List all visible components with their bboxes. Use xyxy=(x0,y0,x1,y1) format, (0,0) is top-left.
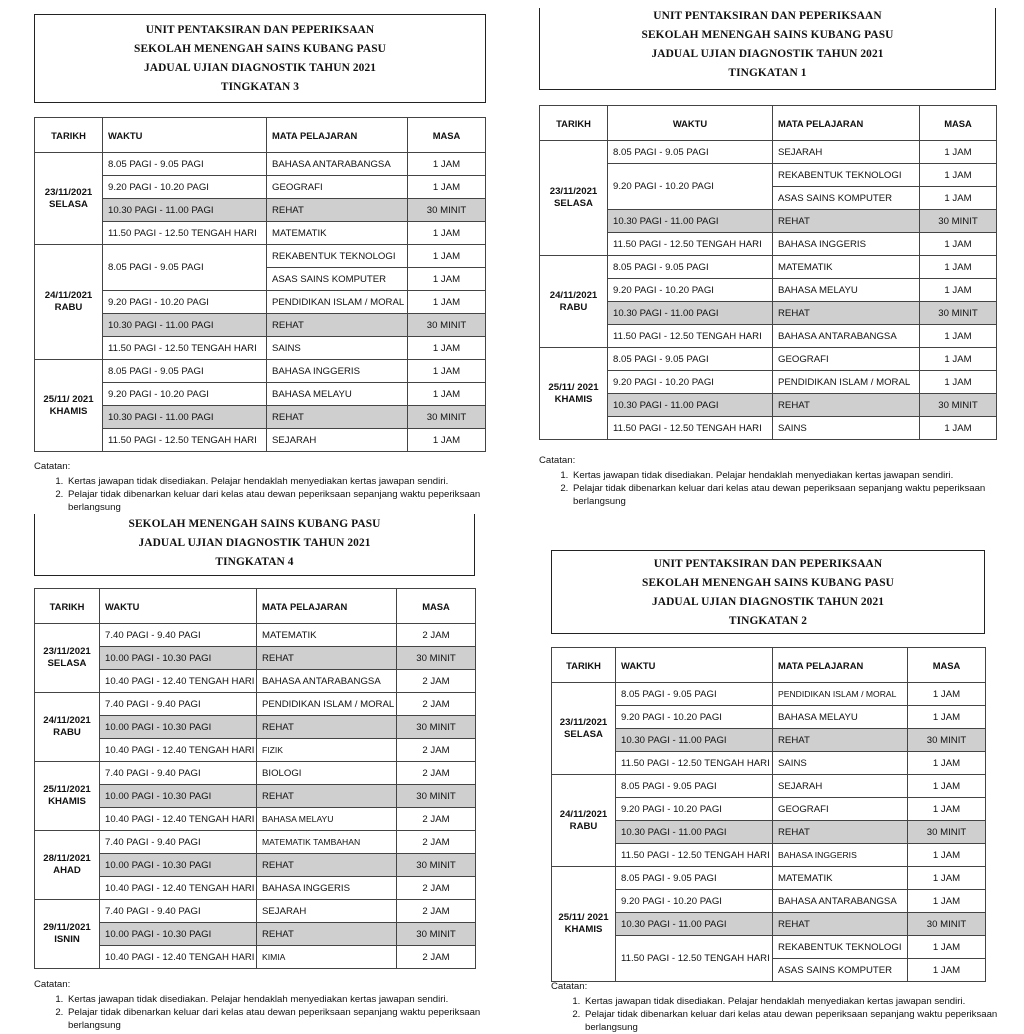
time-cell: 8.05 PAGI - 9.05 PAGI xyxy=(616,867,773,890)
note-item: 2. Pelajar tidak dibenarkan keluar dari kelas atau dewan peperiksaan sepanjang waktu peperiksaan berlangsung xyxy=(66,1006,504,1032)
subject-cell: MATEMATIK xyxy=(773,256,920,279)
subject-cell: PENDIDIKAN ISLAM / MORAL xyxy=(773,683,908,706)
table-row xyxy=(35,429,486,452)
time-cell: 10.30 PAGI - 11.00 PAGI xyxy=(103,314,267,337)
subject-cell: REKABENTUK TEKNOLOGI xyxy=(773,936,908,959)
col-tarikh: TARIKH xyxy=(35,118,103,153)
time-cell: 10.30 PAGI - 11.00 PAGI xyxy=(608,302,773,325)
duration-cell: 30 MINIT xyxy=(397,854,476,877)
duration-cell: 1 JAM xyxy=(408,291,486,314)
table-row xyxy=(552,844,986,867)
duration-cell: 30 MINIT xyxy=(408,406,486,429)
subject-cell: SEJARAH xyxy=(267,429,408,452)
col-masa: MASA xyxy=(408,118,486,153)
table-row xyxy=(540,417,997,440)
subject-cell: REHAT xyxy=(257,923,397,946)
duration-cell: 30 MINIT xyxy=(908,729,986,752)
time-cell: 11.50 PAGI - 12.50 TENGAH HARI xyxy=(608,417,773,440)
time-cell: 9.20 PAGI - 10.20 PAGI xyxy=(103,383,267,406)
notes-title: Catatan: xyxy=(34,461,71,472)
t2-notes xyxy=(551,980,1011,1034)
table-row xyxy=(552,890,986,913)
date-cell: 24/11/2021 RABU xyxy=(35,245,103,360)
break-row xyxy=(540,302,997,325)
time-cell: 11.50 PAGI - 12.50 TENGAH HARI xyxy=(608,325,773,348)
time-cell: 11.50 PAGI - 12.50 TENGAH HARI xyxy=(103,337,267,360)
time-cell: 9.20 PAGI - 10.20 PAGI xyxy=(608,371,773,394)
duration-cell: 2 JAM xyxy=(397,831,476,854)
duration-cell: 30 MINIT xyxy=(397,785,476,808)
t1-header-line4: TINGKATAN 1 xyxy=(728,67,807,79)
col-mata-pelajaran: MATA PELAJARAN xyxy=(267,118,408,153)
duration-cell: 1 JAM xyxy=(920,187,997,210)
duration-cell: 2 JAM xyxy=(397,670,476,693)
duration-cell: 2 JAM xyxy=(397,946,476,969)
duration-cell: 2 JAM xyxy=(397,762,476,785)
duration-cell: 2 JAM xyxy=(397,900,476,923)
time-cell: 8.05 PAGI - 9.05 PAGI xyxy=(608,141,773,164)
date-cell: 24/11/2021 RABU xyxy=(540,256,608,348)
time-cell: 10.40 PAGI - 12.40 TENGAH HARI xyxy=(100,946,257,969)
date-cell: 23/11/2021 SELASA xyxy=(35,153,103,245)
subject-cell: SEJARAH xyxy=(773,141,920,164)
break-row xyxy=(552,913,986,936)
table-row xyxy=(35,176,486,199)
break-row xyxy=(35,923,476,946)
date-cell: 25/11/ 2021 KHAMIS xyxy=(35,360,103,452)
time-cell: 8.05 PAGI - 9.05 PAGI xyxy=(608,256,773,279)
t2-notes-clip xyxy=(551,980,1011,1033)
table-header-row xyxy=(540,106,997,141)
date-cell: 25/11/2021 KHAMIS xyxy=(35,762,100,831)
subject-cell: SEJARAH xyxy=(773,775,908,798)
duration-cell: 1 JAM xyxy=(408,245,486,268)
duration-cell: 1 JAM xyxy=(908,752,986,775)
time-cell: 10.00 PAGI - 10.30 PAGI xyxy=(100,854,257,877)
subject-cell: REHAT xyxy=(257,647,397,670)
duration-cell: 1 JAM xyxy=(908,706,986,729)
table-row xyxy=(35,153,486,176)
t2-schedule-table xyxy=(551,647,986,982)
date-cell: 25/11/ 2021 KHAMIS xyxy=(540,348,608,440)
break-row xyxy=(35,406,486,429)
subject-cell: BAHASA ANTARABANGSA xyxy=(267,153,408,176)
note-item: 1. Kertas jawapan tidak disediakan. Pelajar hendaklah menyediakan kertas jawapan sendiri. xyxy=(571,469,1004,482)
duration-cell: 1 JAM xyxy=(408,429,486,452)
date-cell: 28/11/2021 AHAD xyxy=(35,831,100,900)
duration-cell: 1 JAM xyxy=(920,256,997,279)
table-row xyxy=(552,775,986,798)
duration-cell: 1 JAM xyxy=(408,360,486,383)
subject-cell: BAHASA ANTARABANGSA xyxy=(773,890,908,913)
subject-cell: REHAT xyxy=(267,199,408,222)
date-cell: 23/11/2021 SELASA xyxy=(552,683,616,775)
table-row xyxy=(552,867,986,890)
time-cell: 8.05 PAGI - 9.05 PAGI xyxy=(103,245,267,291)
time-cell: 11.50 PAGI - 12.50 TENGAH HARI xyxy=(103,429,267,452)
time-cell: 11.50 PAGI - 12.50 TENGAH HARI xyxy=(616,844,773,867)
time-cell: 9.20 PAGI - 10.20 PAGI xyxy=(616,890,773,913)
table-row xyxy=(552,706,986,729)
subject-cell: BAHASA ANTARABANGSA xyxy=(257,670,397,693)
subject-cell: BAHASA INGGERIS xyxy=(773,233,920,256)
table-header-row xyxy=(552,648,986,683)
duration-cell: 30 MINIT xyxy=(397,647,476,670)
time-cell: 10.40 PAGI - 12.40 TENGAH HARI xyxy=(100,739,257,762)
t4-notes-clip xyxy=(34,978,504,1031)
duration-cell: 1 JAM xyxy=(408,222,486,245)
subject-cell: BIOLOGI xyxy=(257,762,397,785)
t3-notes-clip xyxy=(34,460,504,513)
subject-cell: MATEMATIK xyxy=(267,222,408,245)
time-cell: 9.20 PAGI - 10.20 PAGI xyxy=(608,279,773,302)
col-waktu: WAKTU xyxy=(608,106,773,141)
duration-cell: 30 MINIT xyxy=(920,302,997,325)
note-item: 2. Pelajar tidak dibenarkan keluar dari kelas atau dewan peperiksaan sepanjang waktu peperiksaan berlangsung xyxy=(571,482,1004,508)
t4-header-line1: SEKOLAH MENENGAH SAINS KUBANG PASU xyxy=(128,518,381,530)
table-row xyxy=(35,670,476,693)
col-mata-pelajaran: MATA PELAJARAN xyxy=(773,106,920,141)
duration-cell: 2 JAM xyxy=(397,624,476,647)
time-cell: 7.40 PAGI - 9.40 PAGI xyxy=(100,831,257,854)
duration-cell: 1 JAM xyxy=(908,936,986,959)
t1-header-line2: SEKOLAH MENENGAH SAINS KUBANG PASU xyxy=(641,29,894,41)
time-cell: 10.00 PAGI - 10.30 PAGI xyxy=(100,923,257,946)
note-item: 1. Kertas jawapan tidak disediakan. Pelajar hendaklah menyediakan kertas jawapan sendiri. xyxy=(66,993,504,1006)
subject-cell: REHAT xyxy=(773,821,908,844)
notes-title: Catatan: xyxy=(539,455,576,466)
duration-cell: 2 JAM xyxy=(397,693,476,716)
subject-cell: REHAT xyxy=(773,394,920,417)
duration-cell: 2 JAM xyxy=(397,739,476,762)
duration-cell: 2 JAM xyxy=(397,877,476,900)
col-masa: MASA xyxy=(920,106,997,141)
table-row xyxy=(540,325,997,348)
table-row xyxy=(540,233,997,256)
time-cell: 8.05 PAGI - 9.05 PAGI xyxy=(103,153,267,176)
subject-cell: ASAS SAINS KOMPUTER xyxy=(773,959,908,982)
col-masa: MASA xyxy=(908,648,986,683)
t4-notes xyxy=(34,978,504,1032)
t3-header-line4: TINGKATAN 3 xyxy=(220,81,300,93)
col-waktu: WAKTU xyxy=(103,118,267,153)
subject-cell: MATEMATIK xyxy=(773,867,908,890)
break-row xyxy=(552,729,986,752)
time-cell: 11.50 PAGI - 12.50 TENGAH HARI xyxy=(103,222,267,245)
t3-header xyxy=(34,14,486,103)
duration-cell: 1 JAM xyxy=(908,890,986,913)
table-row xyxy=(35,337,486,360)
t3-notes xyxy=(34,460,504,514)
break-row xyxy=(540,394,997,417)
col-tarikh: TARIKH xyxy=(540,106,608,141)
duration-cell: 1 JAM xyxy=(408,268,486,291)
subject-cell: BAHASA INGGERIS xyxy=(257,877,397,900)
subject-cell: GEOGRAFI xyxy=(267,176,408,199)
table-row xyxy=(35,808,476,831)
subject-cell: SAINS xyxy=(773,417,920,440)
subject-cell: BAHASA MELAYU xyxy=(773,279,920,302)
table-row xyxy=(35,360,486,383)
t4-schedule-table xyxy=(34,588,476,969)
time-cell: 11.50 PAGI - 12.50 TENGAH HARI xyxy=(616,752,773,775)
date-cell: 25/11/ 2021 KHAMIS xyxy=(552,867,616,982)
duration-cell: 1 JAM xyxy=(920,417,997,440)
break-row xyxy=(35,314,486,337)
note-item: 1. Kertas jawapan tidak disediakan. Pelajar hendaklah menyediakan kertas jawapan sendiri. xyxy=(583,995,1011,1008)
table-row xyxy=(35,762,476,785)
break-row xyxy=(35,854,476,877)
duration-cell: 1 JAM xyxy=(908,798,986,821)
duration-cell: 1 JAM xyxy=(908,867,986,890)
t1-header-line3: JADUAL UJIAN DIAGNOSTIK TAHUN 2021 xyxy=(651,48,884,60)
subject-cell: REHAT xyxy=(773,729,908,752)
time-cell: 9.20 PAGI - 10.20 PAGI xyxy=(616,798,773,821)
table-header-row xyxy=(35,589,476,624)
time-cell: 10.00 PAGI - 10.30 PAGI xyxy=(100,716,257,739)
time-cell: 8.05 PAGI - 9.05 PAGI xyxy=(616,775,773,798)
subject-cell: PENDIDIKAN ISLAM / MORAL xyxy=(267,291,408,314)
subject-cell: REHAT xyxy=(257,785,397,808)
duration-cell: 1 JAM xyxy=(920,141,997,164)
subject-cell: BAHASA INGGERIS xyxy=(773,844,908,867)
t2-header xyxy=(551,550,985,634)
subject-cell: REHAT xyxy=(267,314,408,337)
t4-header-line3: TINGKATAN 4 xyxy=(215,556,294,568)
time-cell: 8.05 PAGI - 9.05 PAGI xyxy=(608,348,773,371)
subject-cell: REHAT xyxy=(773,913,908,936)
table-row xyxy=(552,752,986,775)
note-item: 2. Pelajar tidak dibenarkan keluar dari kelas atau dewan peperiksaan sepanjang waktu peperiksaan berlangsung xyxy=(66,488,504,514)
date-cell: 23/11/2021 SELASA xyxy=(35,624,100,693)
table-row xyxy=(35,739,476,762)
subject-cell: MATEMATIK TAMBAHAN xyxy=(257,831,397,854)
subject-cell: BAHASA ANTARABANGSA xyxy=(773,325,920,348)
table-row xyxy=(35,831,476,854)
subject-cell: GEOGRAFI xyxy=(773,348,920,371)
date-cell: 29/11/2021 ISNIN xyxy=(35,900,100,969)
table-header-row xyxy=(35,118,486,153)
time-cell: 10.30 PAGI - 11.00 PAGI xyxy=(616,729,773,752)
subject-cell: BAHASA MELAYU xyxy=(773,706,908,729)
break-row xyxy=(35,647,476,670)
col-mata-pelajaran: MATA PELAJARAN xyxy=(257,589,397,624)
subject-cell: ASAS SAINS KOMPUTER xyxy=(773,187,920,210)
time-cell: 10.30 PAGI - 11.00 PAGI xyxy=(103,406,267,429)
subject-cell: SAINS xyxy=(773,752,908,775)
t2-header-line1: UNIT PENTAKSIRAN DAN PEPERIKSAAN xyxy=(653,558,883,570)
duration-cell: 30 MINIT xyxy=(920,210,997,233)
subject-cell: MATEMATIK xyxy=(257,624,397,647)
duration-cell: 1 JAM xyxy=(920,279,997,302)
time-cell: 8.05 PAGI - 9.05 PAGI xyxy=(616,683,773,706)
time-cell: 11.50 PAGI - 12.50 TENGAH HARI xyxy=(608,233,773,256)
time-cell: 7.40 PAGI - 9.40 PAGI xyxy=(100,624,257,647)
duration-cell: 30 MINIT xyxy=(408,314,486,337)
duration-cell: 1 JAM xyxy=(920,348,997,371)
time-cell: 9.20 PAGI - 10.20 PAGI xyxy=(103,176,267,199)
time-cell: 9.20 PAGI - 10.20 PAGI xyxy=(103,291,267,314)
date-cell: 23/11/2021 SELASA xyxy=(540,141,608,256)
subject-cell: PENDIDIKAN ISLAM / MORAL xyxy=(257,693,397,716)
table-row xyxy=(35,693,476,716)
t3-header-line3: JADUAL UJIAN DIAGNOSTIK TAHUN 2021 xyxy=(143,62,377,74)
table-row xyxy=(35,222,486,245)
time-cell: 10.30 PAGI - 11.00 PAGI xyxy=(616,821,773,844)
t1-schedule-table xyxy=(539,105,997,440)
notes-title: Catatan: xyxy=(34,979,71,990)
subject-cell: REHAT xyxy=(773,210,920,233)
duration-cell: 30 MINIT xyxy=(408,199,486,222)
date-cell: 24/11/2021 RABU xyxy=(552,775,616,867)
time-cell: 10.30 PAGI - 11.00 PAGI xyxy=(608,394,773,417)
t1-header-line1: UNIT PENTAKSIRAN DAN PEPERIKSAAN xyxy=(653,10,882,22)
table-row xyxy=(540,348,997,371)
t1-notes xyxy=(539,454,1004,508)
duration-cell: 1 JAM xyxy=(408,153,486,176)
notes-title: Catatan: xyxy=(551,981,588,992)
table-row xyxy=(35,245,486,268)
col-mata-pelajaran: MATA PELAJARAN xyxy=(773,648,908,683)
subject-cell: PENDIDIKAN ISLAM / MORAL xyxy=(773,371,920,394)
duration-cell: 1 JAM xyxy=(920,325,997,348)
col-masa: MASA xyxy=(397,589,476,624)
col-tarikh: TARIKH xyxy=(35,589,100,624)
t2-header-line4: TINGKATAN 2 xyxy=(728,615,808,627)
duration-cell: 2 JAM xyxy=(397,808,476,831)
duration-cell: 1 JAM xyxy=(908,959,986,982)
subject-cell: REKABENTUK TEKNOLOGI xyxy=(773,164,920,187)
time-cell: 10.40 PAGI - 12.40 TENGAH HARI xyxy=(100,670,257,693)
subject-cell: ASAS SAINS KOMPUTER xyxy=(267,268,408,291)
subject-cell: KIMIA xyxy=(257,946,397,969)
subject-cell: SEJARAH xyxy=(257,900,397,923)
time-cell: 10.40 PAGI - 12.40 TENGAH HARI xyxy=(100,877,257,900)
time-cell: 11.50 PAGI - 12.50 TENGAH HARI xyxy=(616,936,773,982)
table-row xyxy=(35,877,476,900)
t3-header-line2: SEKOLAH MENENGAH SAINS KUBANG PASU xyxy=(134,43,386,55)
time-cell: 10.30 PAGI - 11.00 PAGI xyxy=(103,199,267,222)
table-row xyxy=(35,624,476,647)
note-item: 2. Pelajar tidak dibenarkan keluar dari kelas atau dewan peperiksaan sepanjang waktu peperiksaan berlangsung xyxy=(583,1008,1011,1034)
subject-cell: BAHASA INGGERIS xyxy=(267,360,408,383)
note-item: 1. Kertas jawapan tidak disediakan. Pelajar hendaklah menyediakan kertas jawapan sendiri. xyxy=(66,475,504,488)
t4-header-line2: JADUAL UJIAN DIAGNOSTIK TAHUN 2021 xyxy=(138,537,371,549)
table-row xyxy=(35,900,476,923)
break-row xyxy=(35,785,476,808)
duration-cell: 30 MINIT xyxy=(397,923,476,946)
time-cell: 7.40 PAGI - 9.40 PAGI xyxy=(100,762,257,785)
time-cell: 10.00 PAGI - 10.30 PAGI xyxy=(100,785,257,808)
time-cell: 10.30 PAGI - 11.00 PAGI xyxy=(608,210,773,233)
subject-cell: BAHASA MELAYU xyxy=(267,383,408,406)
subject-cell: GEOGRAFI xyxy=(773,798,908,821)
table-row xyxy=(540,141,997,164)
duration-cell: 30 MINIT xyxy=(920,394,997,417)
subject-cell: REHAT xyxy=(267,406,408,429)
break-row xyxy=(35,716,476,739)
duration-cell: 1 JAM xyxy=(908,844,986,867)
time-cell: 9.20 PAGI - 10.20 PAGI xyxy=(616,706,773,729)
col-waktu: WAKTU xyxy=(616,648,773,683)
time-cell: 7.40 PAGI - 9.40 PAGI xyxy=(100,693,257,716)
duration-cell: 1 JAM xyxy=(908,775,986,798)
table-row xyxy=(35,291,486,314)
duration-cell: 1 JAM xyxy=(920,164,997,187)
break-row xyxy=(552,821,986,844)
date-cell: 24/11/2021 RABU xyxy=(35,693,100,762)
duration-cell: 1 JAM xyxy=(408,337,486,360)
time-cell: 9.20 PAGI - 10.20 PAGI xyxy=(608,164,773,210)
table-row xyxy=(552,683,986,706)
t4-header xyxy=(34,514,475,576)
duration-cell: 30 MINIT xyxy=(908,913,986,936)
time-cell: 8.05 PAGI - 9.05 PAGI xyxy=(103,360,267,383)
break-row xyxy=(35,199,486,222)
subject-cell: REHAT xyxy=(773,302,920,325)
col-waktu: WAKTU xyxy=(100,589,257,624)
table-row xyxy=(552,798,986,821)
table-row xyxy=(35,946,476,969)
subject-cell: REKABENTUK TEKNOLOGI xyxy=(267,245,408,268)
t2-header-line3: JADUAL UJIAN DIAGNOSTIK TAHUN 2021 xyxy=(651,596,885,608)
time-cell: 7.40 PAGI - 9.40 PAGI xyxy=(100,900,257,923)
t3-schedule-table xyxy=(34,117,486,452)
duration-cell: 1 JAM xyxy=(920,233,997,256)
break-row xyxy=(540,210,997,233)
table-row xyxy=(540,256,997,279)
table-row xyxy=(540,279,997,302)
duration-cell: 1 JAM xyxy=(920,371,997,394)
subject-cell: REHAT xyxy=(257,716,397,739)
subject-cell: FIZIK xyxy=(257,739,397,762)
table-row xyxy=(35,383,486,406)
t3-header-line1: UNIT PENTAKSIRAN DAN PEPERIKSAAN xyxy=(145,24,375,36)
col-tarikh: TARIKH xyxy=(552,648,616,683)
t1-header xyxy=(539,8,996,90)
table-row xyxy=(552,936,986,959)
time-cell: 10.00 PAGI - 10.30 PAGI xyxy=(100,647,257,670)
subject-cell: SAINS xyxy=(267,337,408,360)
subject-cell: REHAT xyxy=(257,854,397,877)
duration-cell: 30 MINIT xyxy=(908,821,986,844)
t2-header-line2: SEKOLAH MENENGAH SAINS KUBANG PASU xyxy=(642,577,894,589)
time-cell: 10.30 PAGI - 11.00 PAGI xyxy=(616,913,773,936)
table-row xyxy=(540,371,997,394)
duration-cell: 30 MINIT xyxy=(397,716,476,739)
subject-cell: BAHASA MELAYU xyxy=(257,808,397,831)
table-row xyxy=(540,164,997,187)
duration-cell: 1 JAM xyxy=(408,383,486,406)
time-cell: 10.40 PAGI - 12.40 TENGAH HARI xyxy=(100,808,257,831)
duration-cell: 1 JAM xyxy=(908,683,986,706)
duration-cell: 1 JAM xyxy=(408,176,486,199)
